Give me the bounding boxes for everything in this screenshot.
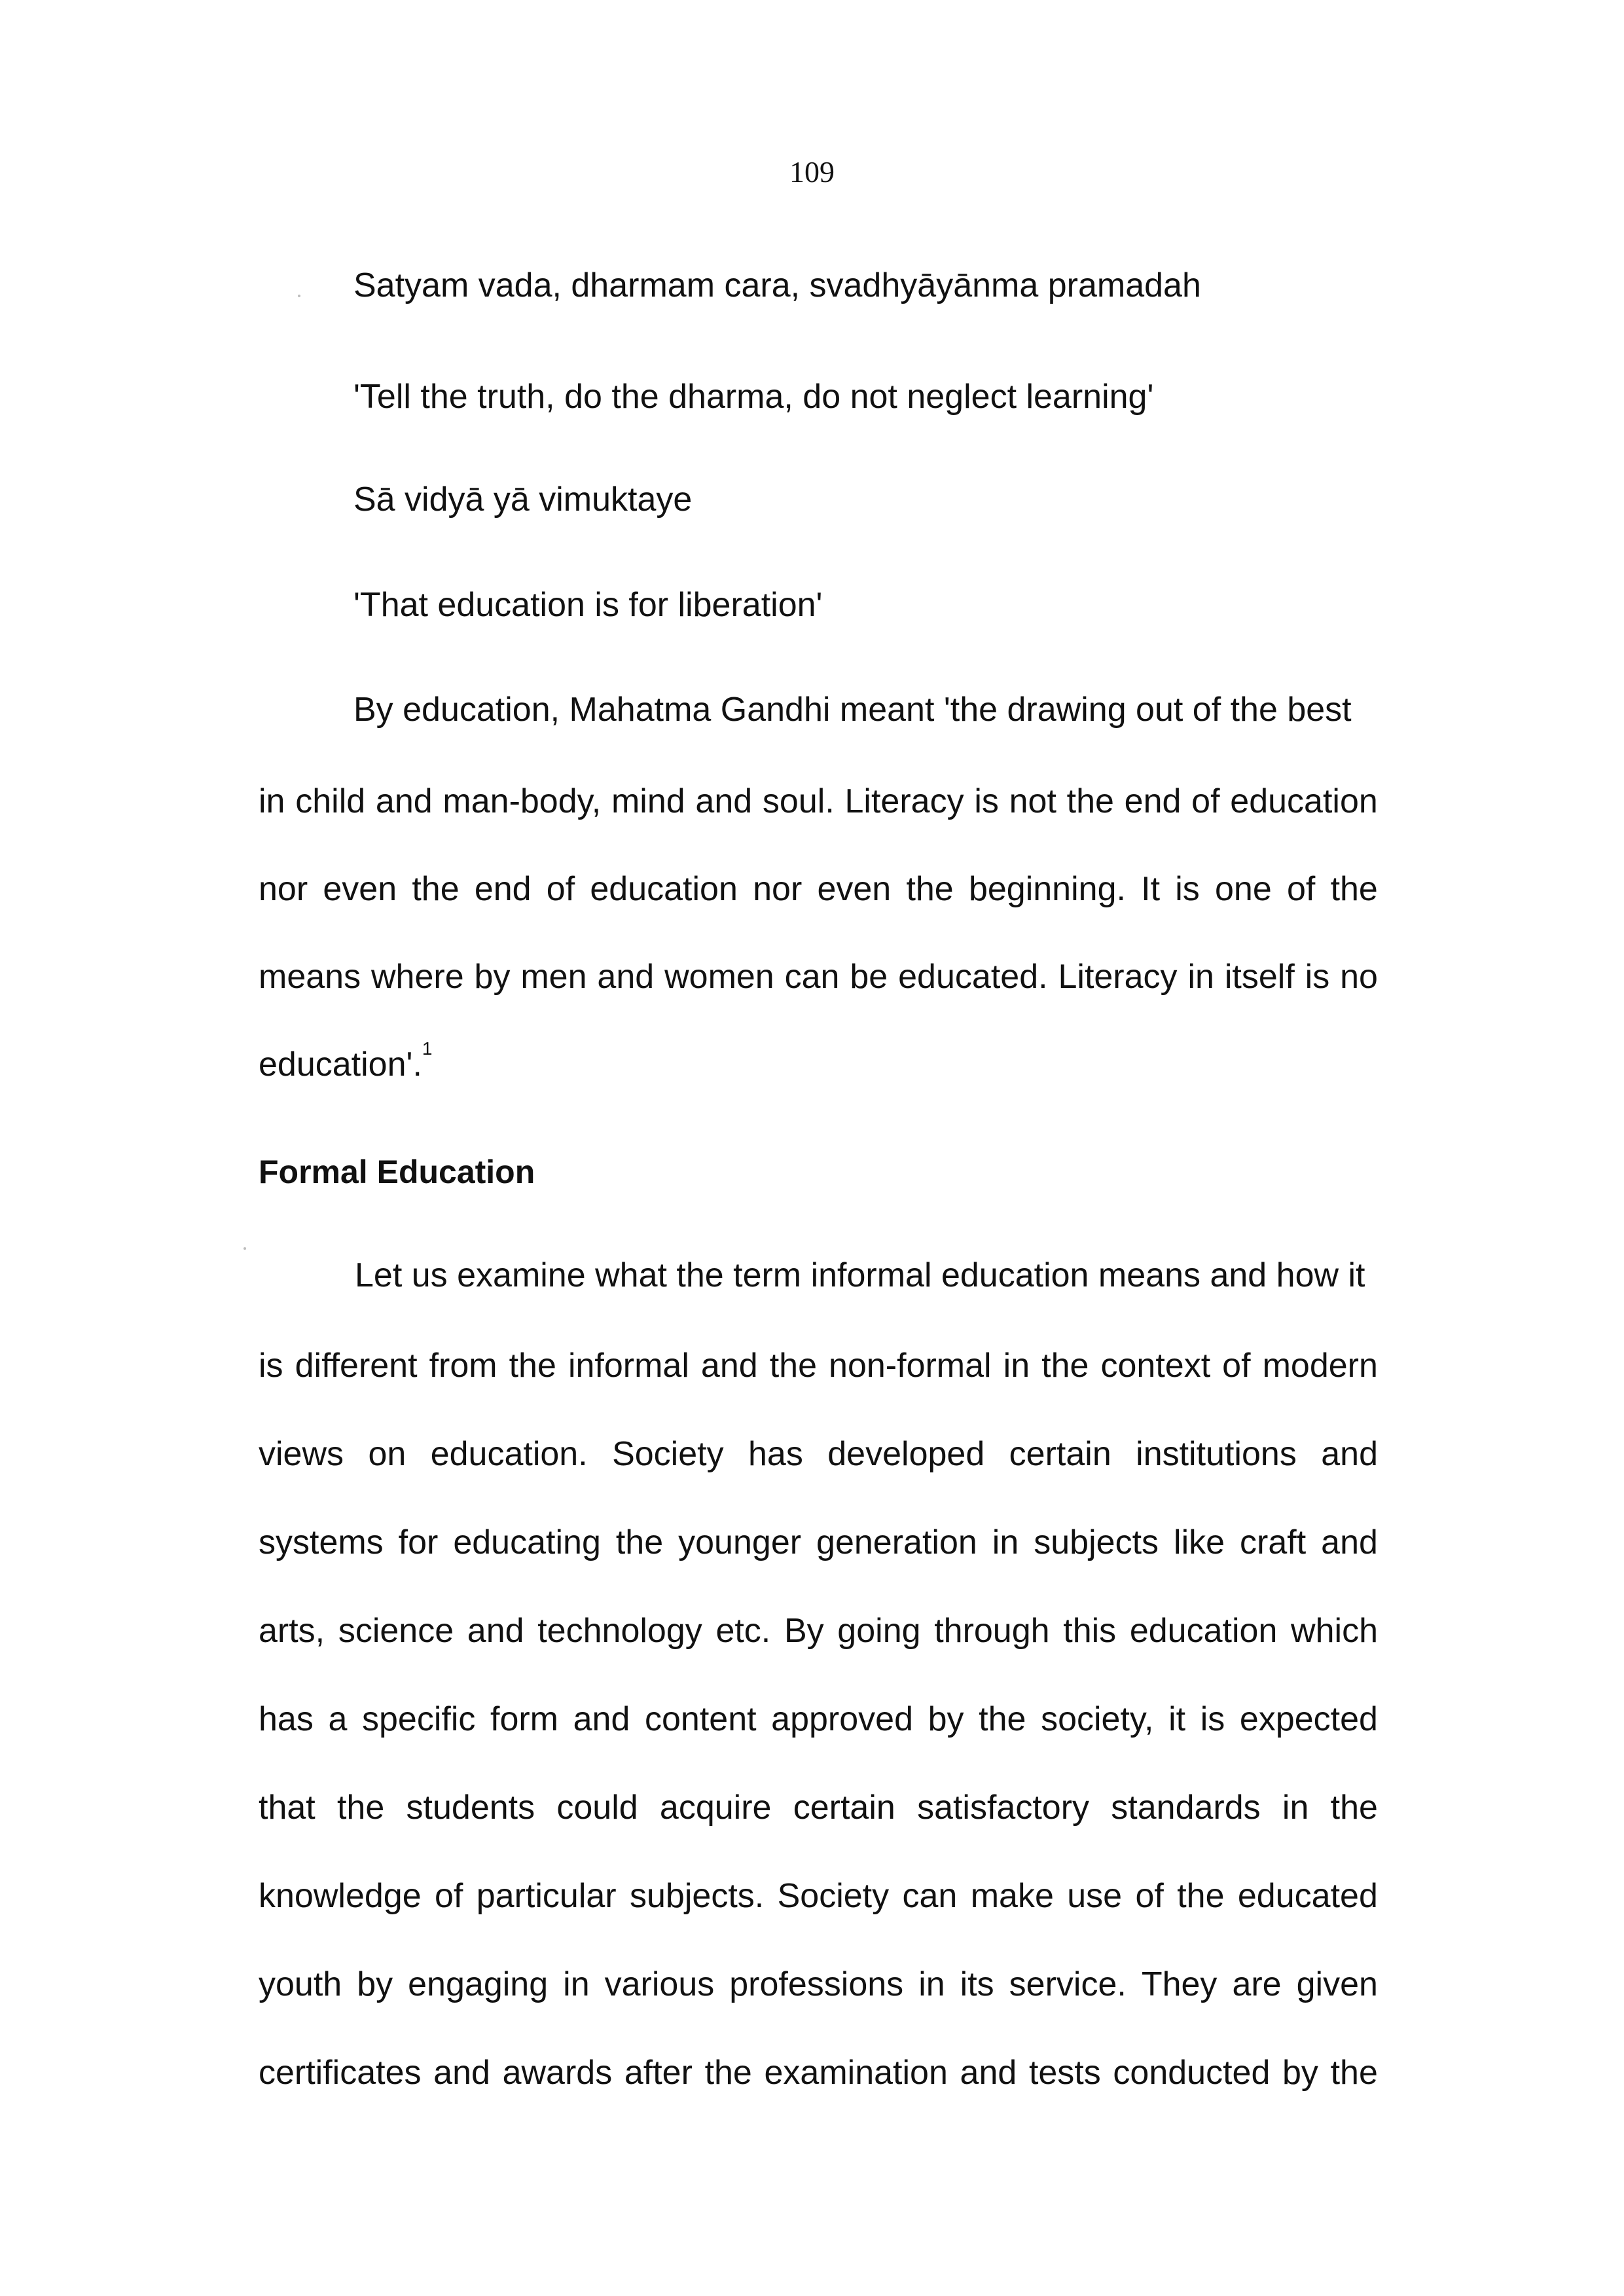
word: child [295, 782, 366, 820]
word: the [1066, 782, 1114, 820]
word: women [664, 958, 774, 996]
word: standards [1111, 1789, 1261, 1827]
word: education [590, 870, 738, 908]
word: is [1200, 1700, 1225, 1738]
word: different [295, 1347, 418, 1385]
word: like [1174, 1523, 1225, 1561]
word: professions [729, 1965, 904, 2003]
word: By [784, 1612, 824, 1650]
word: certain [1009, 1435, 1111, 1473]
word: tests [1028, 2054, 1101, 2092]
word: the [1330, 2054, 1378, 2092]
word: the [336, 1789, 385, 1827]
word: and [1321, 1523, 1378, 1561]
paragraph-line-text: education'. [259, 1046, 422, 1084]
word: the [769, 1347, 818, 1385]
word: could [556, 1789, 638, 1827]
word: conducted [1113, 2054, 1271, 2092]
word: on [368, 1435, 406, 1473]
paragraph-line [259, 1614, 1378, 1648]
word: students [406, 1789, 535, 1827]
word: awards [502, 2054, 613, 2092]
scan-speck [244, 1247, 246, 1250]
word: one [1215, 870, 1272, 908]
word: of [435, 1877, 463, 1915]
word: science [338, 1612, 454, 1650]
verse-translation: 'Tell the truth, do the dharma, do not neglect learning' [353, 378, 1154, 416]
word: Society [777, 1877, 890, 1915]
word: context [1100, 1347, 1211, 1385]
word: in [1003, 1347, 1030, 1385]
word: of [1135, 1877, 1164, 1915]
word: form [490, 1700, 558, 1738]
word: after [624, 2054, 693, 2092]
word: content [644, 1700, 757, 1738]
word: craft [1240, 1523, 1307, 1561]
word: has [259, 1700, 314, 1738]
word: society, [1041, 1700, 1154, 1738]
word: knowledge [259, 1877, 422, 1915]
word: can [784, 958, 840, 996]
paragraph-line: By education, Mahatma Gandhi meant 'the drawing out of the best [353, 691, 1352, 729]
word: Literacy [844, 782, 964, 820]
word: and [597, 958, 655, 996]
word: from [429, 1347, 497, 1385]
word: the [1177, 1877, 1225, 1915]
word: specific [361, 1700, 476, 1738]
word: and [375, 782, 433, 820]
word: the [615, 1523, 664, 1561]
word: engaging [408, 1965, 549, 2003]
word: and [695, 782, 753, 820]
word: subjects [1034, 1523, 1159, 1561]
word: Society [612, 1435, 724, 1473]
word: technology [537, 1612, 702, 1650]
word: and [433, 2054, 490, 2092]
verse-line: Sā vidyā yā vimuktaye [353, 481, 693, 519]
word: no [1340, 958, 1378, 996]
word: going [837, 1612, 921, 1650]
word: of [546, 870, 575, 908]
word: which [1291, 1612, 1378, 1650]
paragraph-last-line [259, 1038, 433, 1084]
word: not [1009, 782, 1056, 820]
word: the [906, 870, 954, 908]
word: It [1141, 870, 1161, 908]
word: acquire [659, 1789, 772, 1827]
word: of [1222, 1347, 1251, 1385]
word: views [259, 1435, 344, 1473]
word: in [1282, 1789, 1309, 1827]
word: the [979, 1700, 1026, 1738]
paragraph-line [259, 1349, 1378, 1383]
word: institutions [1136, 1435, 1297, 1473]
word: it [1168, 1700, 1186, 1738]
word: where [370, 958, 464, 996]
word: this [1063, 1612, 1117, 1650]
word: educated [1237, 1877, 1378, 1915]
word: is [259, 1347, 283, 1385]
word: is [1305, 958, 1330, 996]
word: the [509, 1347, 556, 1385]
word: the [704, 2054, 752, 2092]
paragraph-line [259, 960, 1378, 994]
word: the [1330, 870, 1378, 908]
word: examination [764, 2054, 948, 2092]
word: education. [430, 1435, 588, 1473]
word: nor [259, 870, 308, 908]
word: non-formal [829, 1347, 992, 1385]
word: and [1321, 1435, 1378, 1473]
section-heading: Formal Education [259, 1154, 535, 1190]
word: its [960, 1965, 994, 2003]
word: end [1124, 782, 1182, 820]
word: is [974, 782, 999, 820]
word: by [357, 1965, 393, 2003]
word: satisfactory [917, 1789, 1090, 1827]
word: beginning. [968, 870, 1126, 908]
word: approved [771, 1700, 914, 1738]
word: in [1187, 958, 1214, 996]
paragraph-line [259, 2056, 1378, 2090]
paragraph-line: Let us examine what the term informal education means and how it [355, 1256, 1365, 1294]
word: informal [568, 1347, 689, 1385]
word: They [1141, 1965, 1218, 2003]
word: modern [1262, 1347, 1378, 1385]
word: is [1175, 870, 1200, 908]
word: particular [476, 1877, 617, 1915]
word: a [328, 1700, 348, 1738]
word: and [573, 1700, 630, 1738]
word: that [259, 1789, 316, 1827]
word: are [1232, 1965, 1282, 2003]
word: expected [1239, 1700, 1378, 1738]
word: itself [1224, 958, 1295, 996]
paragraph-line [259, 784, 1378, 818]
word: certificates [259, 2054, 422, 2092]
word: given [1296, 1965, 1378, 2003]
word: subjects. [630, 1877, 765, 1915]
word: be [850, 958, 888, 996]
paragraph-line [259, 1437, 1378, 1471]
word: developed [827, 1435, 985, 1473]
word: in [992, 1523, 1019, 1561]
word: in [563, 1965, 590, 2003]
word: men [520, 958, 587, 996]
word: and [960, 2054, 1017, 2092]
page-number: 109 [789, 155, 835, 189]
word: even [323, 870, 397, 908]
word: by [474, 958, 511, 996]
word: and [700, 1347, 758, 1385]
word: etc. [715, 1612, 771, 1650]
word: through [934, 1612, 1050, 1650]
word: for [398, 1523, 439, 1561]
word: younger [678, 1523, 802, 1561]
word: the [1041, 1347, 1089, 1385]
word: soul. [762, 782, 835, 820]
verse-translation: 'That education is for liberation' [353, 586, 823, 624]
word: education [1230, 782, 1378, 820]
word: make [970, 1877, 1054, 1915]
word: end [474, 870, 532, 908]
paragraph-line [259, 1879, 1378, 1913]
word: nor [753, 870, 803, 908]
word: in [259, 782, 285, 820]
word: service. [1009, 1965, 1127, 2003]
word: arts, [259, 1612, 325, 1650]
paragraph-line [259, 1791, 1378, 1825]
footnote-marker: 1 [422, 1038, 433, 1059]
word: the [1330, 1789, 1378, 1827]
word: youth [259, 1965, 342, 2003]
paragraph-line [259, 872, 1378, 906]
word: even [817, 870, 892, 908]
word: generation [816, 1523, 977, 1561]
paragraph-line [259, 1702, 1378, 1736]
word: certain [793, 1789, 895, 1827]
word: systems [259, 1523, 384, 1561]
word: by [1282, 2054, 1318, 2092]
word: of [1191, 782, 1220, 820]
word: the [412, 870, 460, 908]
word: in [918, 1965, 945, 2003]
word: educated. [898, 958, 1048, 996]
word: means [259, 958, 361, 996]
verse-line: Satyam vada, dharmam cara, svadhyāyānma pramadah [353, 266, 1201, 304]
word: Literacy [1058, 958, 1178, 996]
word: can [902, 1877, 958, 1915]
word: mind [611, 782, 685, 820]
paragraph-line [259, 1525, 1378, 1559]
word: has [748, 1435, 803, 1473]
word: education [1129, 1612, 1278, 1650]
word: and [467, 1612, 524, 1650]
paragraph-line [259, 1967, 1378, 2001]
word: of [1286, 870, 1316, 908]
word: by [928, 1700, 964, 1738]
word: man-body, [442, 782, 602, 820]
scan-speck [298, 295, 300, 297]
word: various [604, 1965, 715, 2003]
word: educating [453, 1523, 601, 1561]
word: use [1067, 1877, 1123, 1915]
